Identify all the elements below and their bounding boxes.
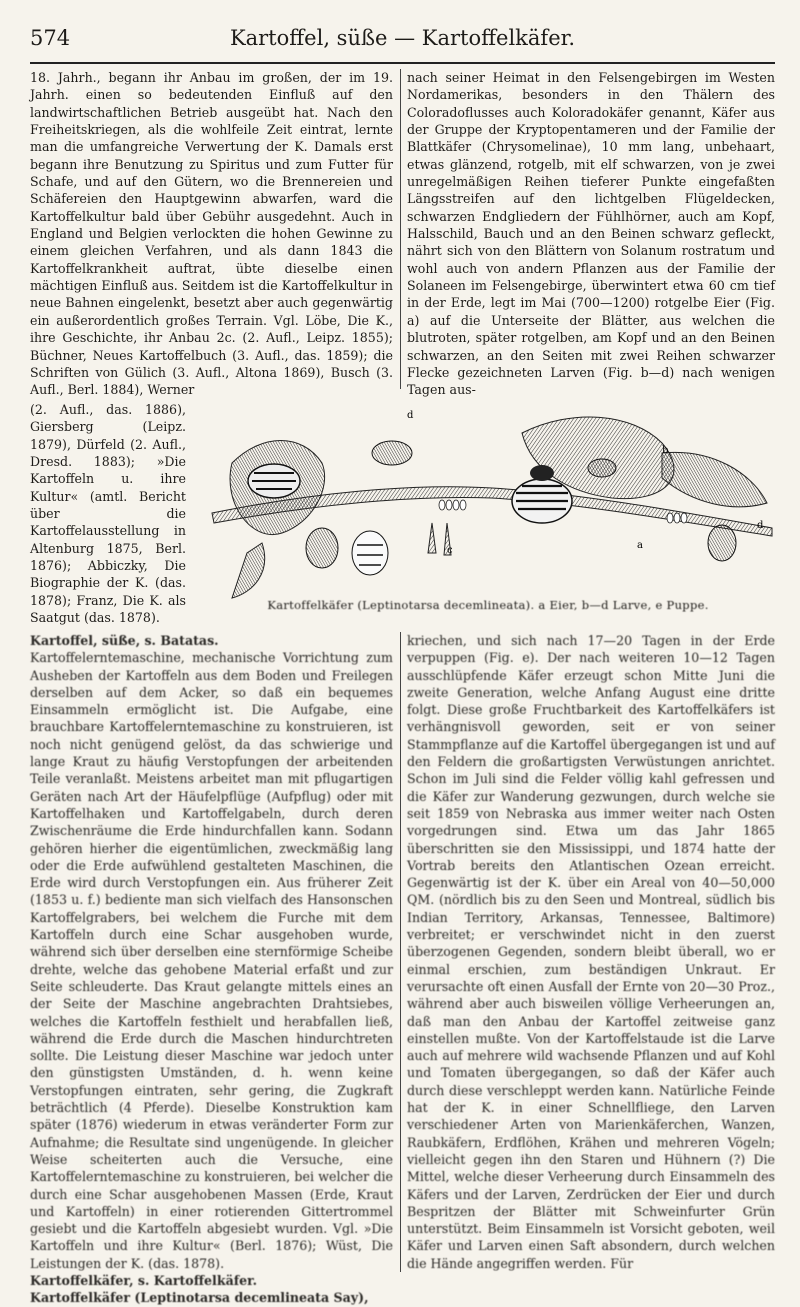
beetle-illustration bbox=[192, 393, 776, 603]
page-number: 574 bbox=[30, 26, 71, 50]
paragraph: kriechen, und sich nach 17—20 Tagen in der Erde verpuppen (Fig. e). Der nach weiteren 10—12 Tagen ausschlüpfende Käfer erzeugt schon Mitte Juni die zweite Generation, welche Anfang August eine dritte folgt. Diese große Fruchtbarkeit des Kartoffelkäfers ist verhängnisvoll geworden, seit er von seiner Stammpflanze auf die Kartoffel übergegangen ist und auf den Feldern die großartigsten Verwüstungen anrichtet. Schon im Juli sind die Felder völlig kahl gefressen und die Käfer zur Wanderung gezwungen, durch welche sie seit 1859 von Nebraska aus immer weiter nach Osten vorgedrungen sind. Etwa um das Jahr 1865 überschritten sie den Mississippi, und 1874 hatte der Vortrab bereits den Atlantischen Ozean erreicht. Gegenwärtig ist der K. über ein Areal von 40—50,000 QM. (nördlich bis zu den Seen und Montreal, südlich bis Indian Territory, Arkansas, Tennessee, Baltimore) verbreitet; er verschwindet nicht in den zuerst überzogenen Gegenden, sondern bleibt überall, wo er einmal erschien, zum beständigen Unkraut. Er verursachte oft einen Ausfall der Ernte von 20—30 Proz., während aber auch bisweilen völlige Verheerungen an, daß man den Anbau der Kartoffel zeitweise ganz einstellen mußte. Von der Kartoffelstaude ist die Larve auch auf mehrere wild wachsende Pflanzen und auf Kohl und Tomaten übergegangen, so daß der Käfer auch durch diese verschleppt werden kann. Natürliche Feinde hat der K. in einer Schnellfliege, den Larven verschiedener Arten von Marienkäferchen, Wanzen, Raubkäfern, Erdflöhen, Krähen und mehreren Vögeln; vielleicht gegen ihn den Staren und Hühnern (?) Die Mittel, welche dieser Verheerung durch Einsammeln des Käfers und der Larven, Zerdrücken der Eier und durch Bespritzen der Blätter mit Schweinfurter Grün unterstützt. Beim Einsammeln ist Vorsicht geboten, weil Käfer und Larven einen Saft absondern, durch welchen die Hände angegriffen werden. Für bbox=[407, 633, 775, 1271]
column-left-lower bbox=[30, 632, 393, 1306]
beetle-detail-1 bbox=[306, 528, 338, 568]
fig-label-d2: d bbox=[757, 520, 764, 531]
engraving bbox=[192, 393, 776, 603]
larva-d-top bbox=[372, 441, 412, 465]
beetle-detail-2 bbox=[352, 531, 388, 575]
entry-heading: Kartoffelkäfer, s. Kartoffelkäfer. bbox=[30, 1272, 258, 1288]
column-right-top bbox=[407, 69, 775, 398]
column-right-lower bbox=[407, 632, 775, 1272]
larva-b bbox=[588, 459, 616, 477]
figure-caption: Kartoffelkäfer (Leptinotarsa decemlineata). a Eier, b—d Larve, e Puppe. bbox=[267, 598, 709, 612]
running-title: Kartoffel, süße — Kartoffelkäfer. bbox=[229, 26, 576, 50]
paragraph: 18. Jahrh., begann ihr Anbau im großen, der im 19. Jahrh. einen so bedeutenden Einfluß auf den landwirtschaftlichen Betrieb ausgeübt hat. Nach den Freiheitskriegen, als die wohlfeile Zeit eintrat, lernte man die umfangreiche Verwertung der K. Damals erst begann ihre Benutzung zu Spiritus und zum Futter für Schafe, und auf den Gütern, wo die Brennereien und Schäfereien den Hauptgewinn abwarfen, ward die Kartoffelkultur bald über Gebühr ausgedehnt. Auch in England und Belgien verlockten die hohen Gewinne zu einem gleichen Verfahren, und als dann 1843 die Kartoffelkrankheit auftrat, übte dieselbe einen mächtigen Einfluß aus. Seitdem ist die Kartoffelkultur in neue Bahnen eingelenkt, besetzt aber auch gegenwärtig ein außerordentlich großes Terrain. Vgl. Löbe, Die K., ihre Geschichte, ihr Anbau 2c. (2. Aufl., Leipz. 1855); Büchner, Neues Kartoffelbuch (3. Aufl., das. 1859); die Schriften von Gülich (3. Aufl., Altona 1869), Busch (3. Aufl., Berl. 1884), Werner bbox=[30, 70, 393, 398]
entry-heading: Kartoffel, süße, s. Batatas. bbox=[30, 633, 219, 648]
fig-label-b: b bbox=[662, 445, 669, 456]
column-left-top bbox=[30, 69, 393, 401]
column-divider bbox=[400, 69, 401, 389]
page-header bbox=[30, 26, 775, 58]
column-left-narrow bbox=[30, 401, 186, 627]
fig-label-d1: d bbox=[407, 410, 414, 421]
entry-heading: Kartoffelkäfer (Leptinotarsa decemlineata Say), bbox=[30, 1290, 369, 1306]
fig-label-c: c bbox=[447, 545, 453, 556]
column-divider-lower bbox=[400, 632, 401, 1272]
paragraph: nach seiner Heimat in den Felsengebirgen im Westen Nordamerikas, besonders in den Thälern des Coloradoflusses auch Koloradokäfer genannt, Käfer aus der Gruppe der Kryptopentameren und der Familie der Blattkäfer (Chrysomelinae), 10 mm lang, unbehaart, etwas glänzend, rotgelb, mit elf schwarzen, von je zwei unregelmäßigen Reihen tieferer Punkte eingefaßten Längsstreifen auf den lichtgelben Flügeldecken, schwarzen Endgliedern der Fühlhörner, auch am Kopf, Halsschild, Bauch und an den Beinen schwarz gefleckt, nährt sich von den Blättern von Solanum rostratum und wohl auch von andern Pflanzen aus der Familie der Solaneen im Felsengebirge, überwintert etwa 60 cm tief in der Erde, legt im Mai (700—1200) rotgelbe Eier (Fig. a) auf die Unterseite der Blätter, aus welchen die blutroten, später rotgelben, am Kopf und an den Beinen schwarzen, an den Seiten mit zwei Reihen schwarzer Flecke gezeichneten Larven (Fig. b—d) nach wenigen Tagen aus- bbox=[407, 70, 775, 398]
paragraph: (2. Aufl., das. 1886), Giersberg (Leipz. 1879), Dürfeld (2. Aufl., Dresd. 1883); »Die Kartoffeln u. ihre Kultur« (amtl. Bericht über die Kartoffelausstellung in Altenburg 1875, Berl. 1876); Abbiczky, Die Biographie der K. (das. 1878); Franz, Die K. als Saatgut (das. 1878). bbox=[30, 402, 186, 626]
header-rule bbox=[30, 62, 775, 64]
pupa-right bbox=[708, 525, 736, 561]
fig-label-a: a bbox=[637, 540, 643, 551]
paragraph: Kartoffelerntemaschine, mechanische Vorrichtung zum Ausheben der Kartoffeln aus dem Boden und Freilegen derselben auf dem Acker, so daß ein bequemes Einsammeln ermöglicht ist. Die Aufgabe, eine brauchbare Kartoffelerntemaschine zu konstruieren, ist noch nicht genügend gelöst, da das schwierige und lange Kraut zu häufig Verstopfungen der arbeitenden Teile veranlaßt. Meistens arbeitet man mit pflugartigen Geräten nach Art der Häufelpflüge (Aufpflug) oder mit Kartoffelhaken und Kartoffelgabeln, durch deren Zwischenräume die Erde hindurchfallen kann. Sodann gehören hierher die eigentümlichen, zweckmäßig lang oder die Erde aufwühlend gestalteten Maschinen, die Erde wird durch Verstopfungen ein. Aus früherer Zeit (1853 u. f.) bediente man sich vielfach des Hansonschen Kartoffelgrabers, bei welchem die Furche mit dem Kartoffeln durch eine Schar ausgehoben wurde, während sich über derselben eine sternförmige Scheibe drehte, welche das gehobene Material erfaßt und zur Seite schleuderte. Das Kraut gelangte mittels eines an der Seite der Maschine angebrachten Drahtsiebes, welches die Kartoffeln festhielt und herabfallen ließ, während die Erde durch die Maschen hindurchtreten sollte. Die Leistung dieser Maschine war jedoch unter den günstigsten Umständen, d. h. wenn keine Verstopfungen eintraten, sehr gering, die Zugkraft beträchtlich (4 Pferde). Dieselbe Konstruktion kam später (1876) wiederum in etwas veränderter Form zur Aufnahme; die Resultate sind ungenügende. In gleicher Weise scheiterten auch die Versuche, eine Kartoffelerntemaschine zu konstruieren, bei welcher die durch eine Schar ausgehobenen Massen (Erde, Kraut und Kartoffeln) in einer rotierenden Gittertrommel gesiebt und die Kartoffeln abgesiebt wurden. Vgl. »Die Kartoffeln und ihre Kultur« (Berl. 1876); Wüst, Die Leistungen der K. (das. 1878). bbox=[30, 650, 393, 1271]
